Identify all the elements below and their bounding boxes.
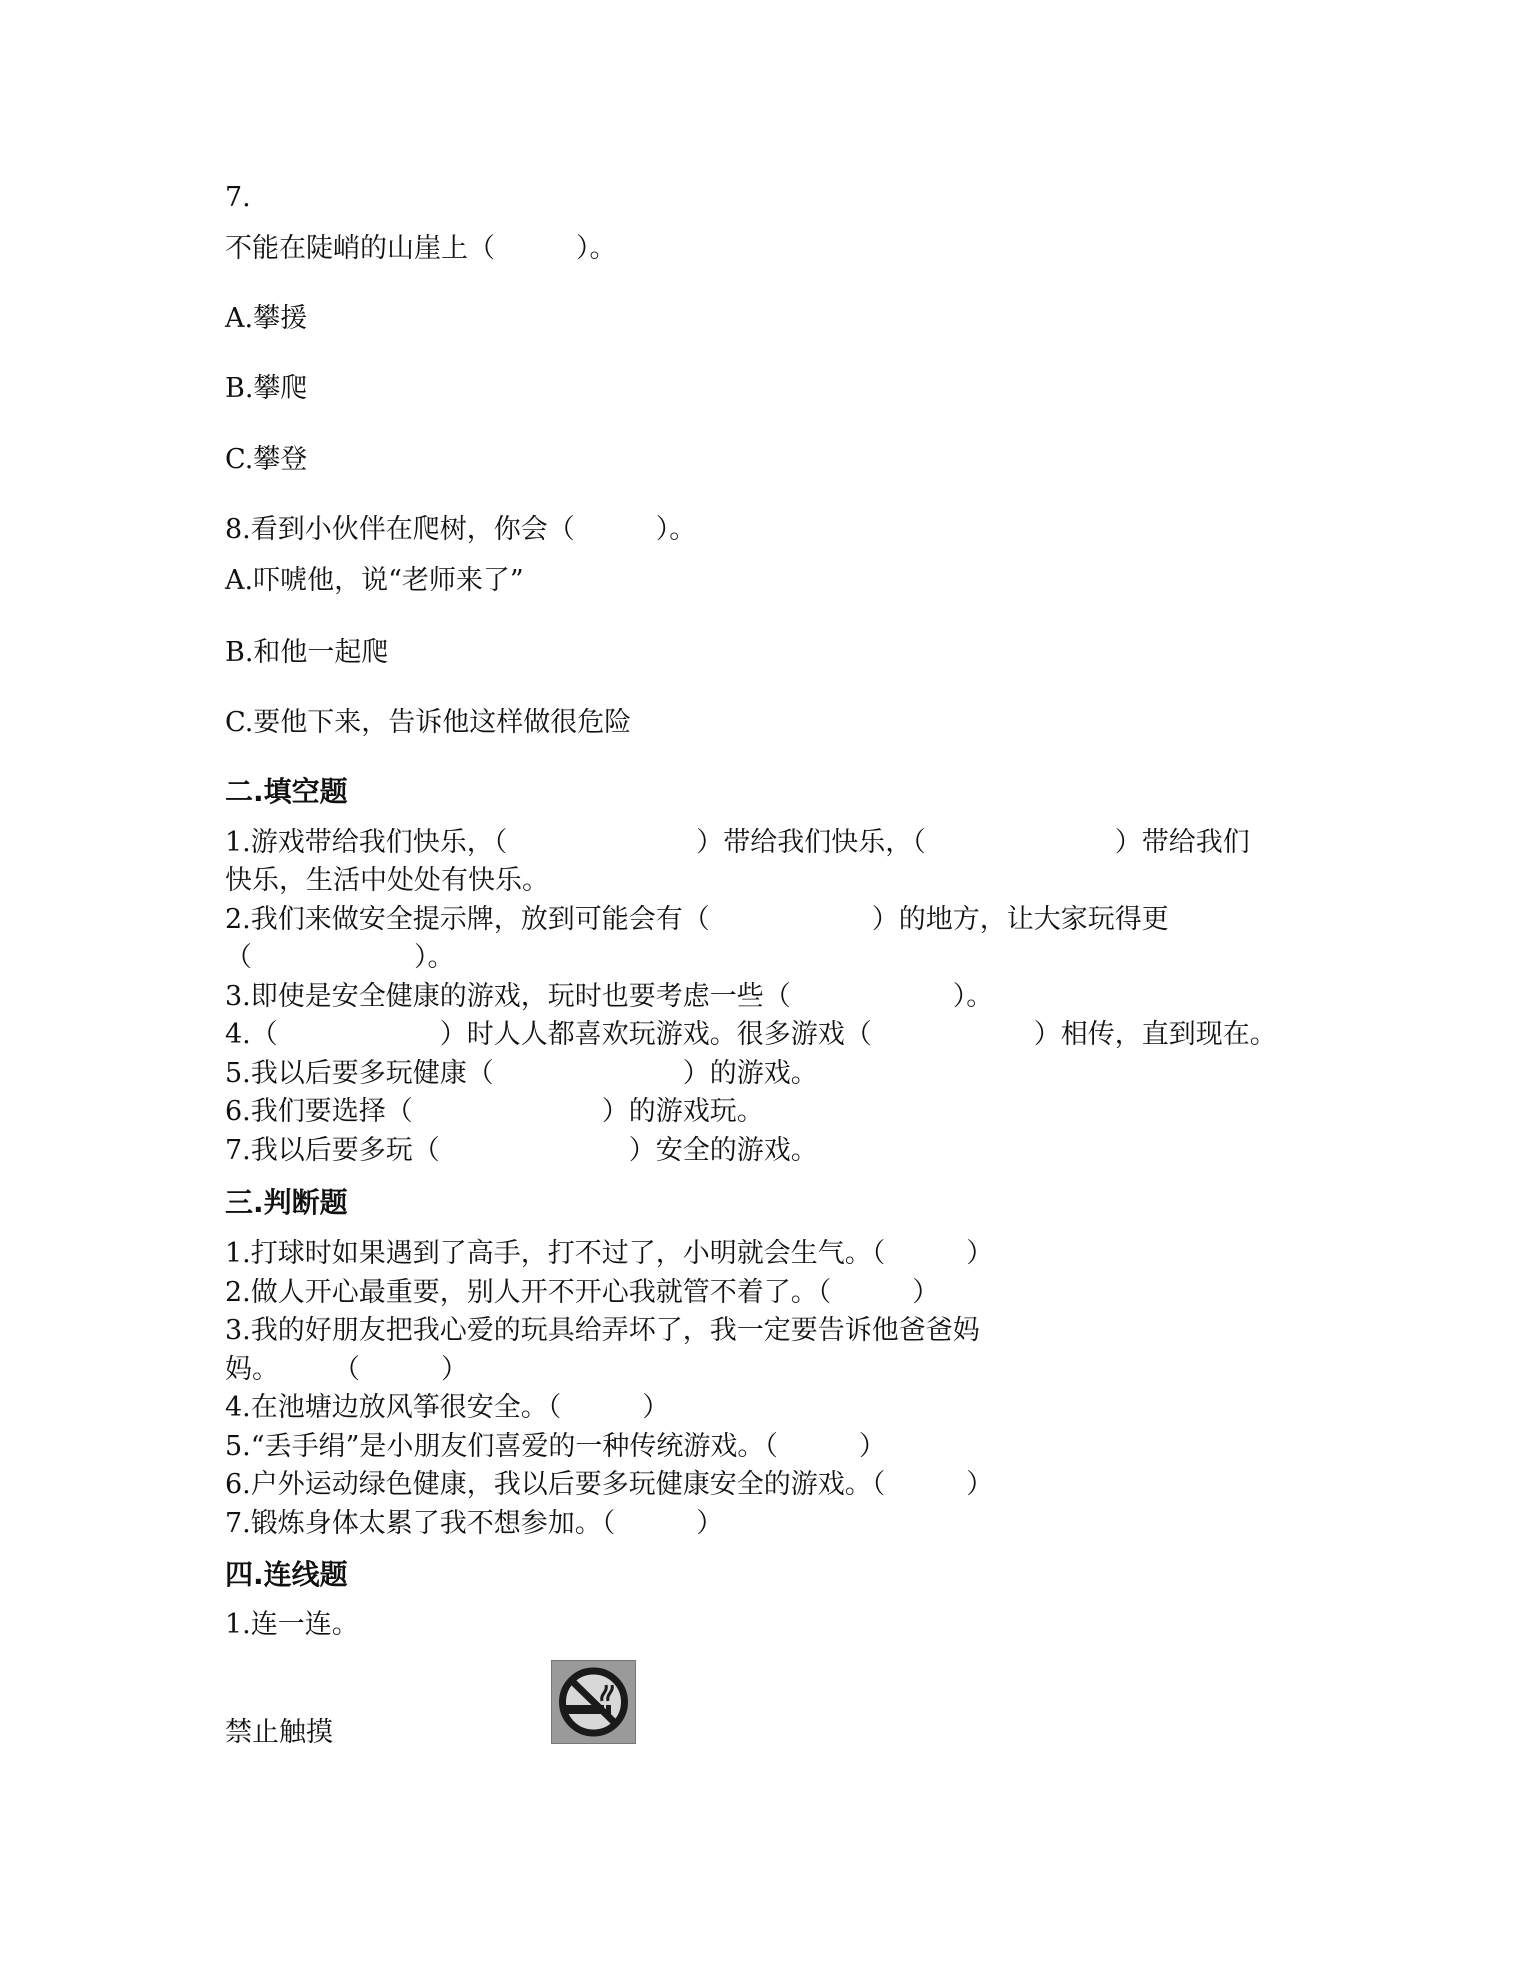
true-false-line: 6.户外运动绿色健康，我以后要多玩健康安全的游戏。（ ） xyxy=(225,1469,994,1500)
true-false-line: 4.在池塘边放风筝很安全。（ ） xyxy=(225,1392,670,1423)
question-8-text: 8.看到小伙伴在爬树，你会（ ）。 xyxy=(225,514,697,545)
fill-blank-line: 快乐，生活中处处有快乐。 xyxy=(225,865,549,896)
question-8-option-c: C.要他下来，告诉他这样做很危险 xyxy=(225,707,632,738)
true-false-line: 5.“丢手绢”是小朋友们喜爱的一种传统游戏。（ ） xyxy=(225,1431,886,1462)
question-7-text: 不能在陡峭的山崖上（ ）。 xyxy=(225,233,617,264)
question-7-option-b: B.攀爬 xyxy=(225,373,308,404)
no-smoking-icon xyxy=(551,1660,636,1744)
question-7-option-c: C.攀登 xyxy=(225,444,308,475)
matching-question-text: 1.连一连。 xyxy=(225,1609,359,1640)
question-7-option-a: A.攀援 xyxy=(225,303,308,334)
fill-blank-line: 3.即使是安全健康的游戏，玩时也要考虑一些（ ）。 xyxy=(225,981,994,1012)
fill-blank-line: 4.（ ）时人人都喜欢玩游戏。很多游戏（ ）相传，直到现在。 xyxy=(225,1019,1277,1050)
fill-blank-line: （ ）。 xyxy=(225,942,455,973)
section-2-heading: 二.填空题 xyxy=(225,775,348,808)
section-4-heading: 四.连线题 xyxy=(225,1558,348,1591)
fill-blank-line: 2.我们来做安全提示牌，放到可能会有（ ）的地方，让大家玩得更 xyxy=(225,904,1169,935)
true-false-line: 1.打球时如果遇到了高手，打不过了，小明就会生气。（ ） xyxy=(225,1238,994,1269)
question-8-option-b: B.和他一起爬 xyxy=(225,637,389,668)
matching-left-label: 禁止触摸 xyxy=(225,1717,333,1748)
true-false-line: 妈。 （ ） xyxy=(225,1354,468,1385)
fill-blank-line: 1.游戏带给我们快乐，（ ）带给我们快乐，（ ）带给我们 xyxy=(225,827,1250,858)
section-3-heading: 三.判断题 xyxy=(225,1186,348,1219)
fill-blank-line: 5.我以后要多玩健康（ ）的游戏。 xyxy=(225,1058,818,1089)
question-7-number: 7. xyxy=(225,182,251,213)
fill-blank-line: 6.我们要选择（ ）的游戏玩。 xyxy=(225,1096,764,1127)
fill-blank-line: 7.我以后要多玩（ ）安全的游戏。 xyxy=(225,1135,818,1166)
true-false-line: 7.锻炼身体太累了我不想参加。（ ） xyxy=(225,1508,724,1539)
true-false-line: 3.我的好朋友把我心爱的玩具给弄坏了，我一定要告诉他爸爸妈 xyxy=(225,1315,980,1346)
true-false-line: 2.做人开心最重要，别人开不开心我就管不着了。（ ） xyxy=(225,1277,940,1308)
question-8-option-a: A.吓唬他，说“老师来了” xyxy=(225,565,524,596)
